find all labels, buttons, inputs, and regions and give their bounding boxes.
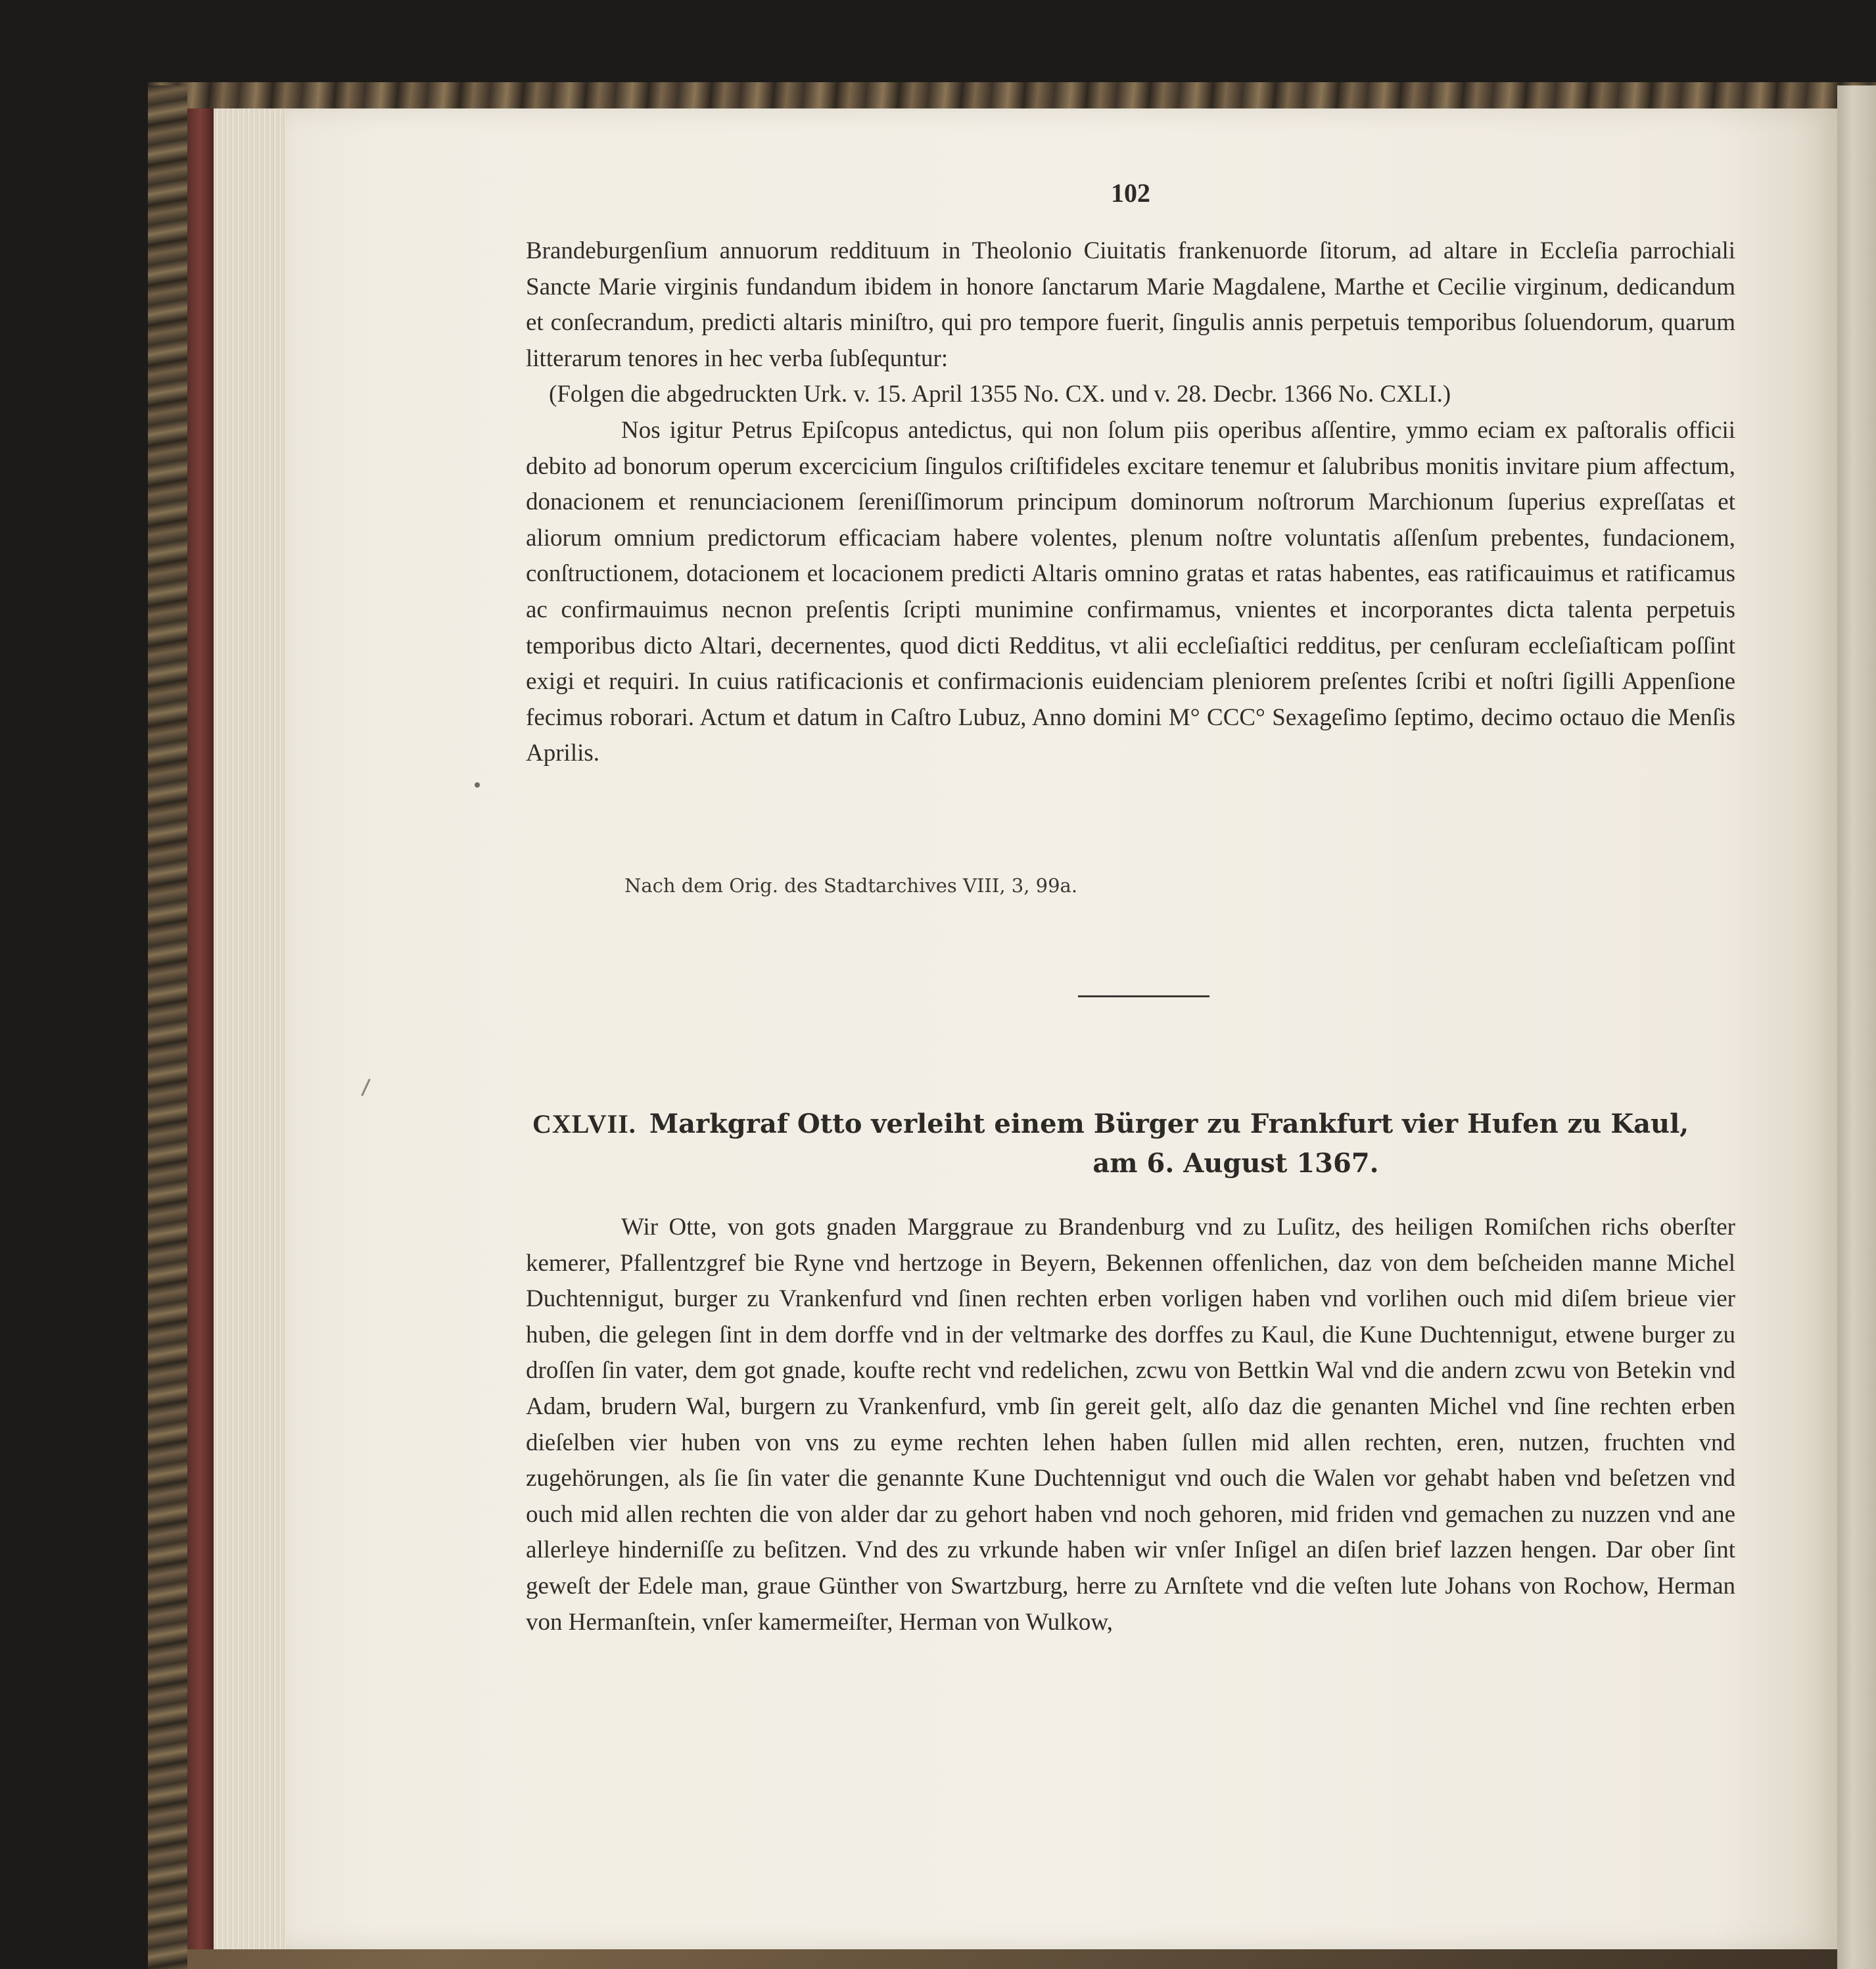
next-page-edge [1837, 85, 1876, 1969]
page-stack-edge [214, 108, 286, 1949]
paragraph-editorial-note: (Folgen die abgedruckten Urk. v. 15. April 1355 No. CX. und v. 28. Decbr. 1366 No. CXLI.) [549, 381, 1451, 408]
marbled-binding-left [148, 85, 187, 1969]
heading-title: Markgraf Otto verleiht einem Bürger zu Frankfurt vier Hufen zu Kaul, [649, 1108, 1689, 1139]
paragraph-charter-continuation: Brandeburgenſium annuorum reddituum in Theolonio Ciuitatis frankenuorde ſitorum, ad altare in Eccleſia parrochiali Sancte Marie virginis fundandum ibidem in honore ſanctarum Marie Magdalene, Marthe et Cecilie virginum, dedicandum et conſecrandum, predicti altaris miniſtro, qui pro tempore fuerit, ſingulis annis perpetuis temporibus ſoluendorum, quarum litterarum tenores in hec verba ſubſequntur: [526, 237, 1735, 372]
paragraph-charter-text: Wir Otte, von gots gnaden Marggraue zu Brandenburg vnd zu Luſitz, des heiligen Romiſchen richs oberſter kemerer, Pfallentzgref bie Ryne vnd hertzoge in Beyern, Bekennen offenlichen, daz von dem beſcheiden manne Michel Duchtennigut, burger zu Vrankenfurd vnd ſinen rechten erben vorligen haben vnd vorlihen ouch mid diſem brieue vier huben, die gelegen ſint in dem dorffe vnd in der veltmarke des dorffes zu Kaul, die Kune Duchtennigut, etwene burger zu droſſen ſin vater, dem got gnade, koufte recht vnd redelichen, zcwu von Bettkin Wal vnd die andern zcwu von Betekin vnd Adam, brudern Wal, burgern zu Vrankenfurd, vmb ſin gereit gelt, alſo daz die genanten Michel vnd ſine rechten erben dieſelben vier huben von vns zu eyme rechten lehen haben ſullen mid allen rechten, eren, nutzen, fruchten vnd zugehörungen, als ſie ſin vater die genannte Kune Duchtennigut vnd ouch die Walen vor gehabt haben vnd beſetzen vnd ouch mid allen rechten die von alder dar zu gehort haben vnd noch gehoren, mid friden vnd gemachen zu nuzzen vnd ane allerleye hinderniſſe zu beſitzen. Vnd des zu vrkunde haben wir vnſer Inſigel an diſen brief lazzen hengen. Dar ober ſint geweſt der Edele man, graue Günther von Swartzburg, herre zu Arnſtete vnd die veſten lute Johans von Rochow, Herman von Hermanſtein, vnſer kamermeiſter, Herman von Wulkow, [526, 1214, 1735, 1636]
heading-date: am 6. August 1367. [1092, 1148, 1379, 1179]
margin-dot [475, 782, 480, 788]
book-spine-strip [187, 108, 214, 1949]
section-divider [1078, 995, 1209, 997]
document-heading [526, 1104, 1735, 1183]
page-number: 102 [1111, 178, 1150, 208]
text-block-lower [526, 1210, 1735, 1640]
marbled-binding-top [148, 82, 1876, 108]
document-number: CXLVII. [532, 1109, 636, 1139]
paragraph-confirmation: Nos igitur Petrus Epiſcopus antedictus, qui non ſolum piis operibus aſſentire, ymmo eciam ex paſtoralis officii debito ad bonorum operum excercicium ſingulos criſtifideles excitare tenemur et ſalubribus monitis invitare pium affectum, donacionem et renunciacionem ſereniſſimorum principum dominorum noſtrorum Marchionum ſuperius expreſſatas et aliorum omnium predictorum efficaciam habere volentes, plenum noſtre voluntatis aſſenſum prebentes, fundacionem, conſtructionem, dotacionem et locacionem predicti Altaris omnino gratas et ratas habentes, eas ratificauimus et ratificamus ac confirmauimus necnon preſentis ſcripti munimine confirmamus, vnientes et incorporantes dicta talenta perpetuis temporibus dicto Altari, decernentes, quod dicti Redditus, vt alii eccleſiaſtici redditus, per cenſuram eccleſiaſticam poſſint exigi et requiri. In cuius ratificacionis et confirmacionis euidenciam pleniorem preſentes ſcribi et noſtri ſigilli Appenſione fecimus roborari. Actum et datum in Caſtro Lubuz, Anno domini M° CCC° Sexageſimo ſeptimo, decimo octauo die Menſis Aprilis. [526, 416, 1735, 767]
source-note: Nach dem Orig. des Stadtarchives VIII, 3, 99a. [624, 874, 1078, 897]
text-block-upper [526, 233, 1735, 772]
heading-line-1 [526, 1104, 1735, 1144]
